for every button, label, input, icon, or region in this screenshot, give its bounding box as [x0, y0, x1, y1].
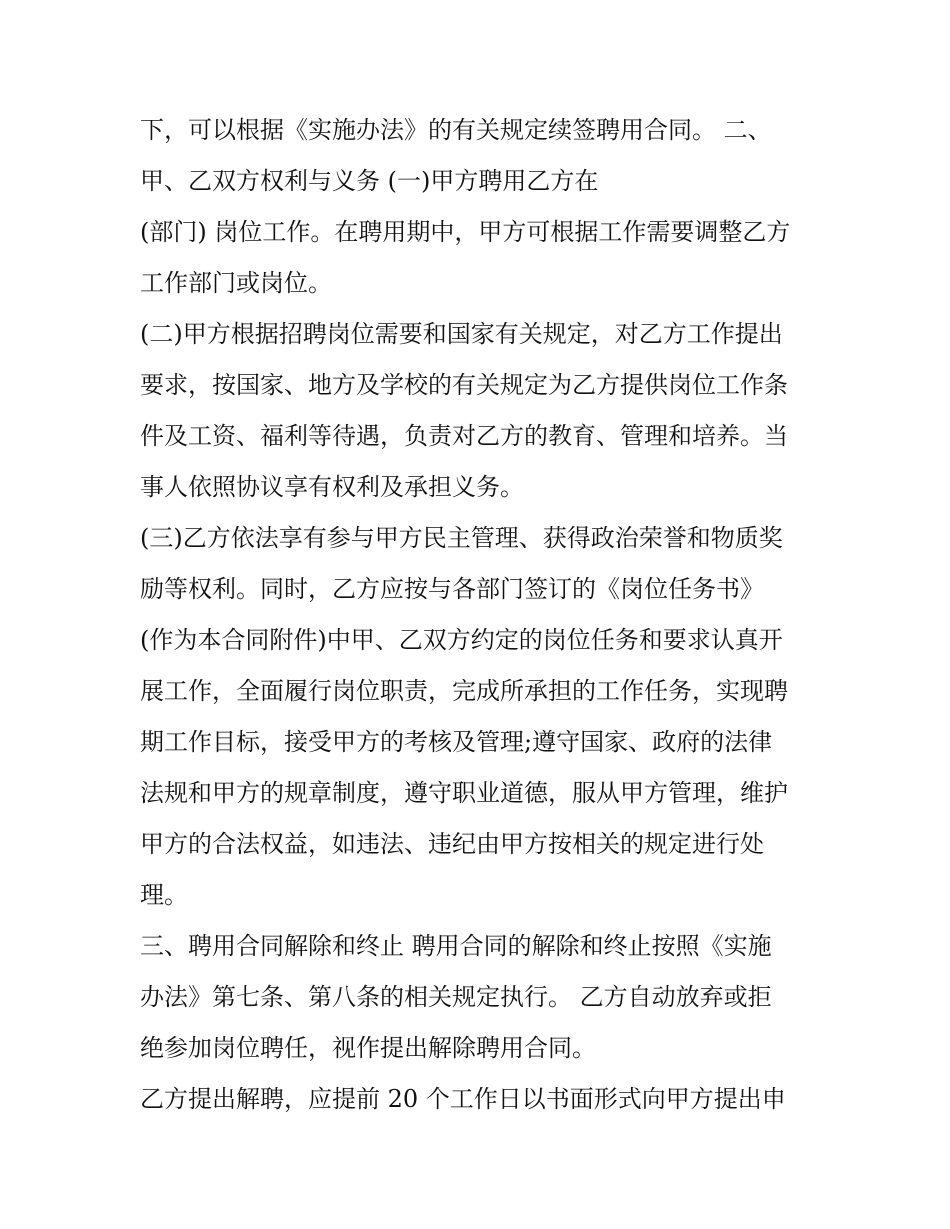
text-line: (三)乙方依法享有参与甲方民主管理、获得政治荣誉和物质奖	[140, 524, 783, 552]
text-line: 三、聘用合同解除和终止 聘用合同的解除和终止按照《实施	[140, 932, 772, 960]
text-line: 要求，按国家、地方及学校的有关规定为乙方提供岗位工作条	[140, 371, 788, 399]
text-line: (部门) 岗位工作。在聘用期中，甲方可根据工作需要调整乙方	[140, 218, 791, 246]
text-line: 甲、乙双方权利与义务 (一)甲方聘用乙方在	[140, 167, 599, 195]
text-line: 理。	[140, 881, 188, 909]
text-line: 法规和甲方的规章制度，遵守职业道德，服从甲方管理，维护	[140, 779, 788, 807]
text-line: (二)甲方根据招聘岗位需要和国家有关规定，对乙方工作提出	[140, 320, 783, 348]
text-line: 乙方提出解聘，应提前 20 个工作日以书面形式向甲方提出申	[140, 1085, 786, 1113]
text-line: 办法》第七条、第八条的相关规定执行。 乙方自动放弃或拒	[140, 983, 772, 1011]
text-line: (作为本合同附件)中甲、乙双方约定的岗位任务和要求认真开	[140, 626, 783, 654]
text-line: 励等权利。同时，乙方应按与各部门签订的《岗位任务书》	[140, 575, 764, 603]
text-line: 展工作，全面履行岗位职责，完成所承担的工作任务，实现聘	[140, 677, 788, 705]
text-line: 事人依照协议享有权利及承担义务。	[140, 473, 524, 501]
text-line: 期工作目标，接受甲方的考核及管理;遵守国家、政府的法律	[140, 728, 773, 756]
text-line: 件及工资、福利等待遇，负责对乙方的教育、管理和培养。当	[140, 422, 788, 450]
text-line: 绝参加岗位聘任，视作提出解除聘用合同。	[140, 1034, 596, 1062]
text-line: 工作部门或岗位。	[140, 269, 332, 297]
text-line: 甲方的合法权益，如违法、违纪由甲方按相关的规定进行处	[140, 830, 764, 858]
text-line: 下，可以根据《实施办法》的有关规定续签聘用合同。 二、	[140, 116, 772, 144]
